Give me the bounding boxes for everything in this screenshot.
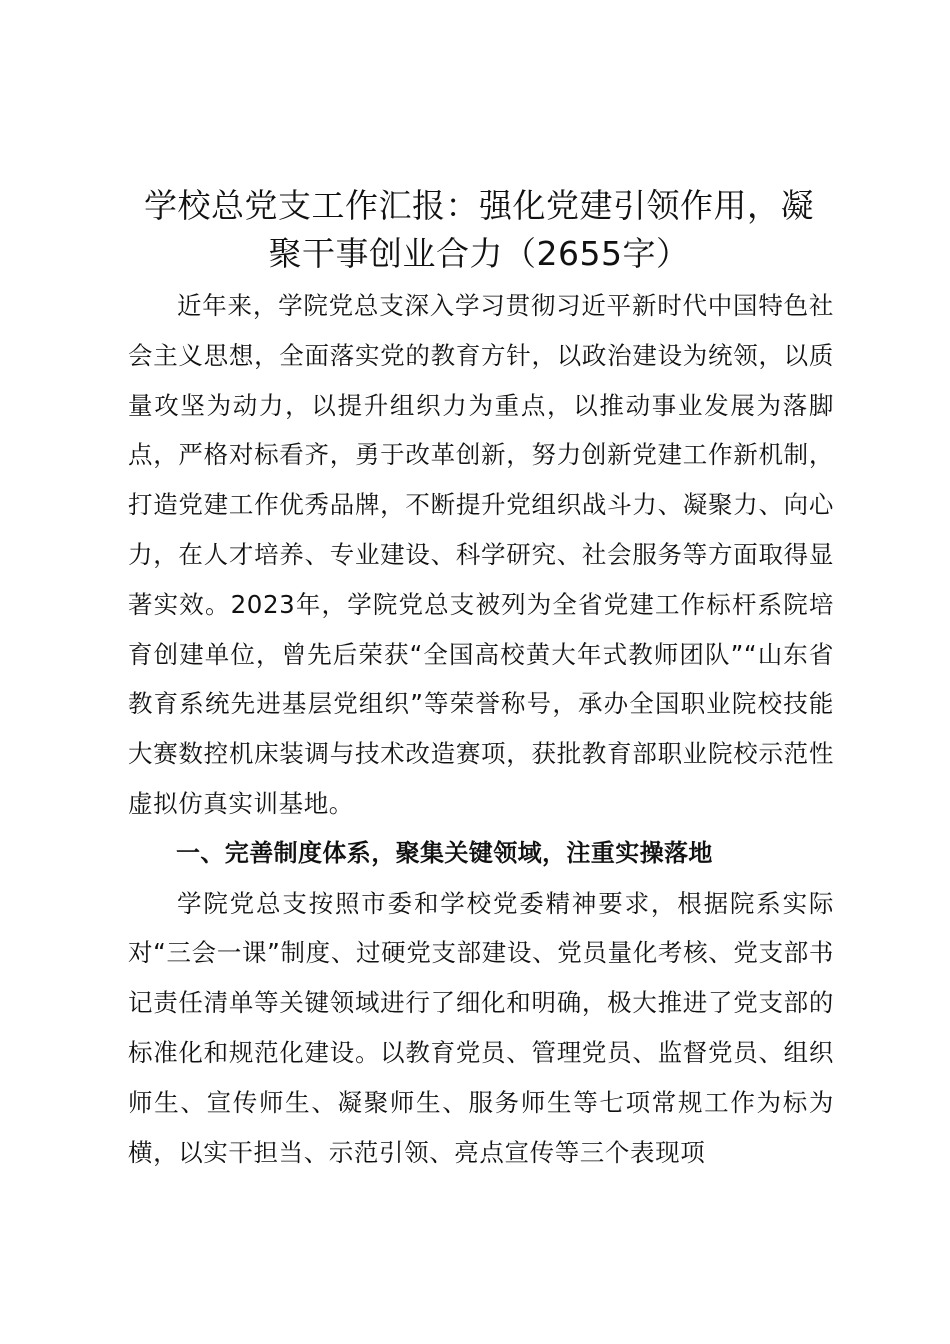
section-heading: 一、完善制度体系，聚集关键领域，注重实操落地 <box>176 838 713 867</box>
title-line-2: 聚干事创业合力（2655字） <box>268 234 690 273</box>
document-title <box>118 182 840 278</box>
document-body <box>128 281 834 1177</box>
section-paragraph: 学院党总支按照市委和学校党委精神要求，根据院系实际对“三会一课”制度、过硬党支部建设、党员量化考核、党支部书记责任清单等关键领域进行了细化和明确，极大推进了党支部的标准化和规范化建设。以教育党员、管理党员、监督党员、组织师生、宣传师生、凝聚师生、服务师生等七项常规工作为标为横，以实干担当、示范引领、亮点宣传等三个表现项 <box>128 888 834 1167</box>
intro-paragraph: 近年来，学院党总支深入学习贯彻习近平新时代中国特色社会主义思想，全面落实党的教育方针，以政治建设为统领，以质量攻坚为动力，以提升组织力为重点，以推动事业发展为落脚点，严格对标看齐，勇于改革创新，努力创新党建工作新机制，打造党建工作优秀品牌，不断提升党组织战斗力、凝聚力、向心力，在人才培养、专业建设、科学研究、社会服务等方面取得显著实效。2023年，学院党总支被列为全省党建工作标杆系院培育创建单位，曾先后荣获“全国高校黄大年式教师团队”“山东省教育系统先进基层党组织”等荣誉称号，承办全国职业院校技能大赛数控机床装调与技术改造赛项，获批教育部职业院校示范性虚拟仿真实训基地。 <box>128 291 834 818</box>
title-line-1: 学校总党支工作汇报：强化党建引领作用，凝 <box>144 186 814 225</box>
